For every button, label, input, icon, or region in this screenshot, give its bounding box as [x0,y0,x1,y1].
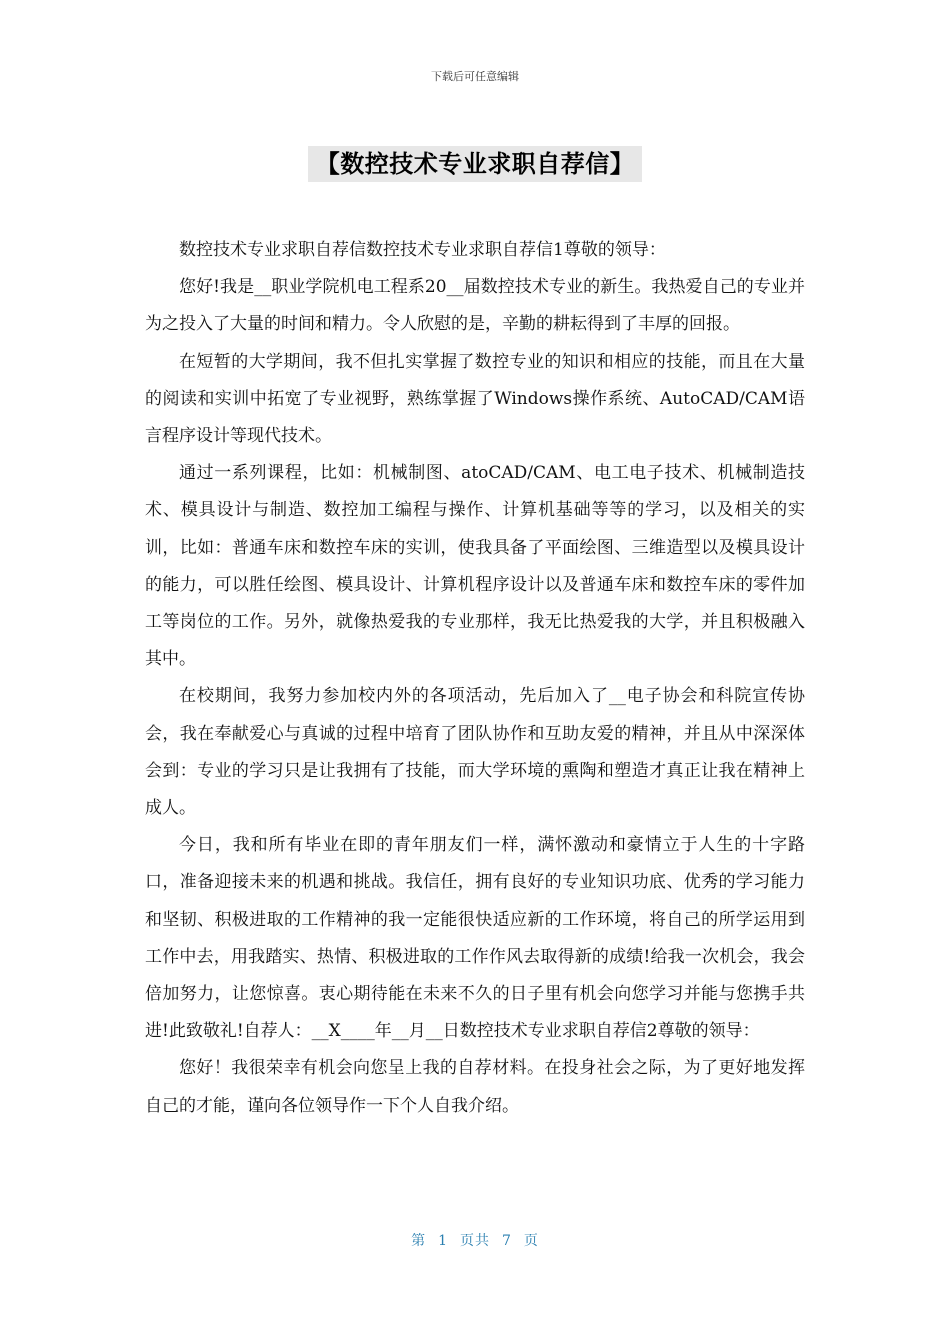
footer-label-of: 页共 [460,1233,490,1249]
paragraph: 数控技术专业求职自荐信数控技术专业求职自荐信1尊敬的领导： [179,240,666,260]
paragraph: 在短暂的大学期间，我不但扎实掌握了数控专业的知识和相应的技能，而且在大量的阅读和实训中拓宽了专业视野，熟练掌握了Windows操作系统、AutoCAD/CAM语言程序设计等现代技术。 [145,351,805,447]
footer-label-end: 页 [523,1233,539,1249]
document-title: 【数控技术专业求职自荐信】 [308,146,643,182]
footer-total-pages: 7 [502,1233,512,1249]
page-header-note: 下载后可任意编辑 [431,70,519,83]
paragraph: 在校期间，我努力参加校内外的各项活动，先后加入了__电子协会和科院宣传协会，我在奉献爱心与真诚的过程中培育了团队协作和互助友爱的精神，并且从中深深体会到：专业的学习只是让我拥有了技能，而大学环境的熏陶和塑造才真正让我在精神上成人。 [145,686,805,819]
footer-label-page: 第 [411,1233,427,1249]
page-footer [0,1230,950,1250]
document-body [145,232,805,1125]
footer-current-page: 1 [438,1233,448,1249]
paragraph: 您好！我很荣幸有机会向您呈上我的自荐材料。在投身社会之际，为了更好地发挥自己的才能，谨向各位领导作一下个人自我介绍。 [145,1058,805,1116]
title-container [0,146,950,182]
paragraph: 您好!我是__职业学院机电工程系20__届数控技术专业的新生。我热爱自己的专业并为之投入了大量的时间和精力。令人欣慰的是，辛勤的耕耘得到了丰厚的回报。 [145,277,805,335]
paragraph: 通过一系列课程，比如：机械制图、atoCAD/CAM、电工电子技术、机械制造技术、模具设计与制造、数控加工编程与操作、计算机基础等等的学习，以及相关的实训，比如：普通车床和数控车床的实训，使我具备了平面绘图、三维造型以及模具设计的能力，可以胜任绘图、模具设计、计算机程序设计以及普通车床和数控车床的零件加工等岗位的工作。另外，就像热爱我的专业那样，我无比热爱我的大学，并且积极融入其中。 [145,463,805,670]
paragraph: 今日，我和所有毕业在即的青年朋友们一样，满怀激动和豪情立于人生的十字路口，准备迎接未来的机遇和挑战。我信任，拥有良好的专业知识功底、优秀的学习能力和坚韧、积极进取的工作精神的我一定能很快适应新的工作环境，将自己的所学运用到工作中去，用我踏实、热情、积极进取的工作作风去取得新的成绩!给我一次机会，我会倍加努力，让您惊喜。衷心期待能在未来不久的日子里有机会向您学习并能与您携手共进!此致敬礼!自荐人：__X____年__月__日数控技术专业求职自荐信2尊敬的领导： [145,835,805,1042]
